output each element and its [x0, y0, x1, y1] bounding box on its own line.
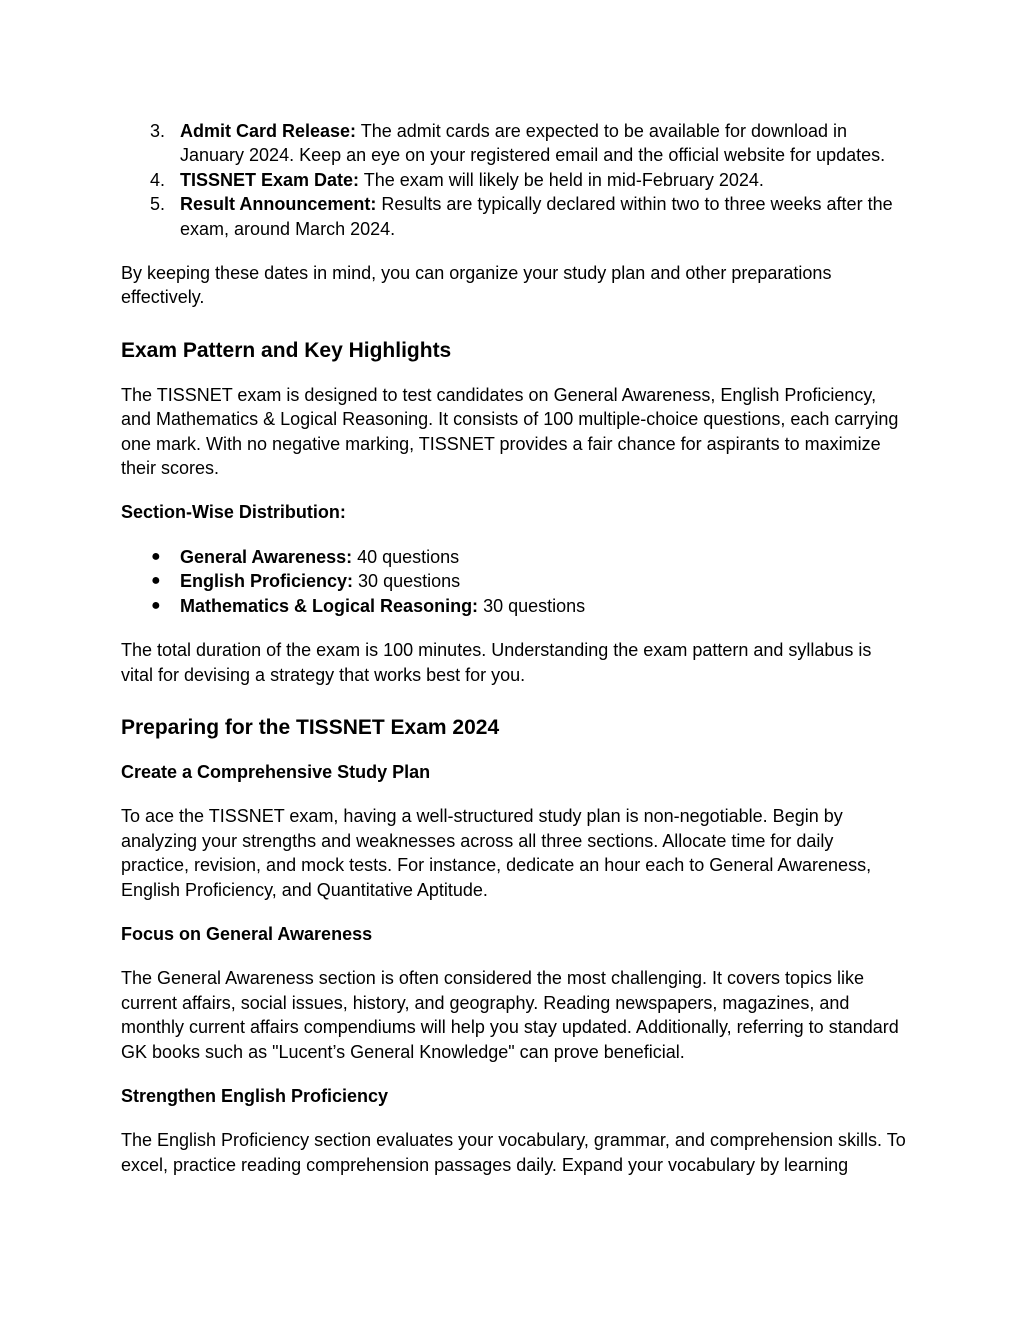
bullet-icon: ● — [151, 572, 161, 590]
list-item-label: Admit Card Release: — [180, 121, 357, 141]
study-plan-paragraph: To ace the TISSNET exam, having a well-structured study plan is non-negotiable. Begin by analyzing your strengths and weaknesses across all three sections. Allocate time for daily practice, revision, and mock tests. For instance, dedicate an hour each to General Awareness, English Proficiency, and Quantitative Aptitude. — [121, 806, 872, 900]
list-item — [121, 168, 906, 192]
list-item — [121, 545, 906, 569]
general-awareness-heading: Focus on General Awareness — [121, 923, 373, 944]
list-item-text: The admit cards are expected to be available for download in January 2024. Keep an eye on your registered email and the official website for updates. — [180, 121, 886, 166]
list-item-text: 30 questions — [478, 595, 586, 616]
list-item-label: English Proficiency: — [180, 571, 354, 592]
english-proficiency-heading: Strengthen English Proficiency — [121, 1085, 389, 1106]
list-item — [121, 192, 906, 241]
exam-pattern-heading: Exam Pattern and Key Highlights — [121, 338, 452, 362]
list-item-text: 30 questions — [353, 571, 461, 592]
list-item-text: 40 questions — [352, 546, 460, 567]
list-item-label: Mathematics & Logical Reasoning: — [180, 595, 479, 616]
list-item-label: General Awareness: — [180, 546, 353, 567]
list-item-label: Result Announcement: — [180, 194, 377, 215]
exam-duration-paragraph: The total duration of the exam is 100 minutes. Understanding the exam pattern and syllabus is vital for devising a strategy that works best for you. — [121, 640, 872, 685]
dates-summary-paragraph: By keeping these dates in mind, you can organize your study plan and other preparations effectively. — [121, 263, 832, 308]
general-awareness-paragraph: The General Awareness section is often considered the most challenging. It covers topics like current affairs, social issues, history, and geography. Reading newspapers, magazines, and monthly current affairs compendiums will help you stay updated. Additionally, referring to standard GK books such as "Lucent’s General Knowledge" can prove beneficial. — [121, 968, 899, 1062]
list-item — [121, 569, 906, 593]
list-item-text: Results are typically declared within two to three weeks after the exam, around March 2024. — [180, 194, 893, 239]
bullet-icon: ● — [151, 547, 161, 565]
list-number: 5. — [150, 194, 166, 215]
key-dates-list — [121, 119, 906, 241]
list-item-label: TISSNET Exam Date: — [180, 169, 360, 190]
bullet-icon: ● — [151, 596, 161, 614]
list-item-text: The exam will likely be held in mid-February 2024. — [359, 169, 764, 190]
section-distribution-list — [121, 545, 906, 618]
list-item — [121, 119, 906, 168]
english-proficiency-paragraph: The English Proficiency section evaluates your vocabulary, grammar, and comprehension skills. To excel, practice reading comprehension passages daily. Expand your vocabulary by learning — [121, 1130, 906, 1175]
section-distribution-heading: Section-Wise Distribution: — [121, 502, 346, 523]
study-plan-heading: Create a Comprehensive Study Plan — [121, 761, 431, 782]
list-number: 4. — [150, 169, 166, 190]
document-page — [121, 119, 906, 1177]
preparing-heading: Preparing for the TISSNET Exam 2024 — [121, 715, 500, 739]
list-number: 3. — [150, 121, 166, 141]
list-item — [121, 594, 906, 618]
exam-pattern-intro: The TISSNET exam is designed to test candidates on General Awareness, English Proficiency, and Mathematics & Logical Reasoning. It consists of 100 multiple-choice questions, each carrying one mark. With no negative marking, TISSNET provides a fair chance for aspirants to maximize their scores. — [121, 384, 899, 479]
